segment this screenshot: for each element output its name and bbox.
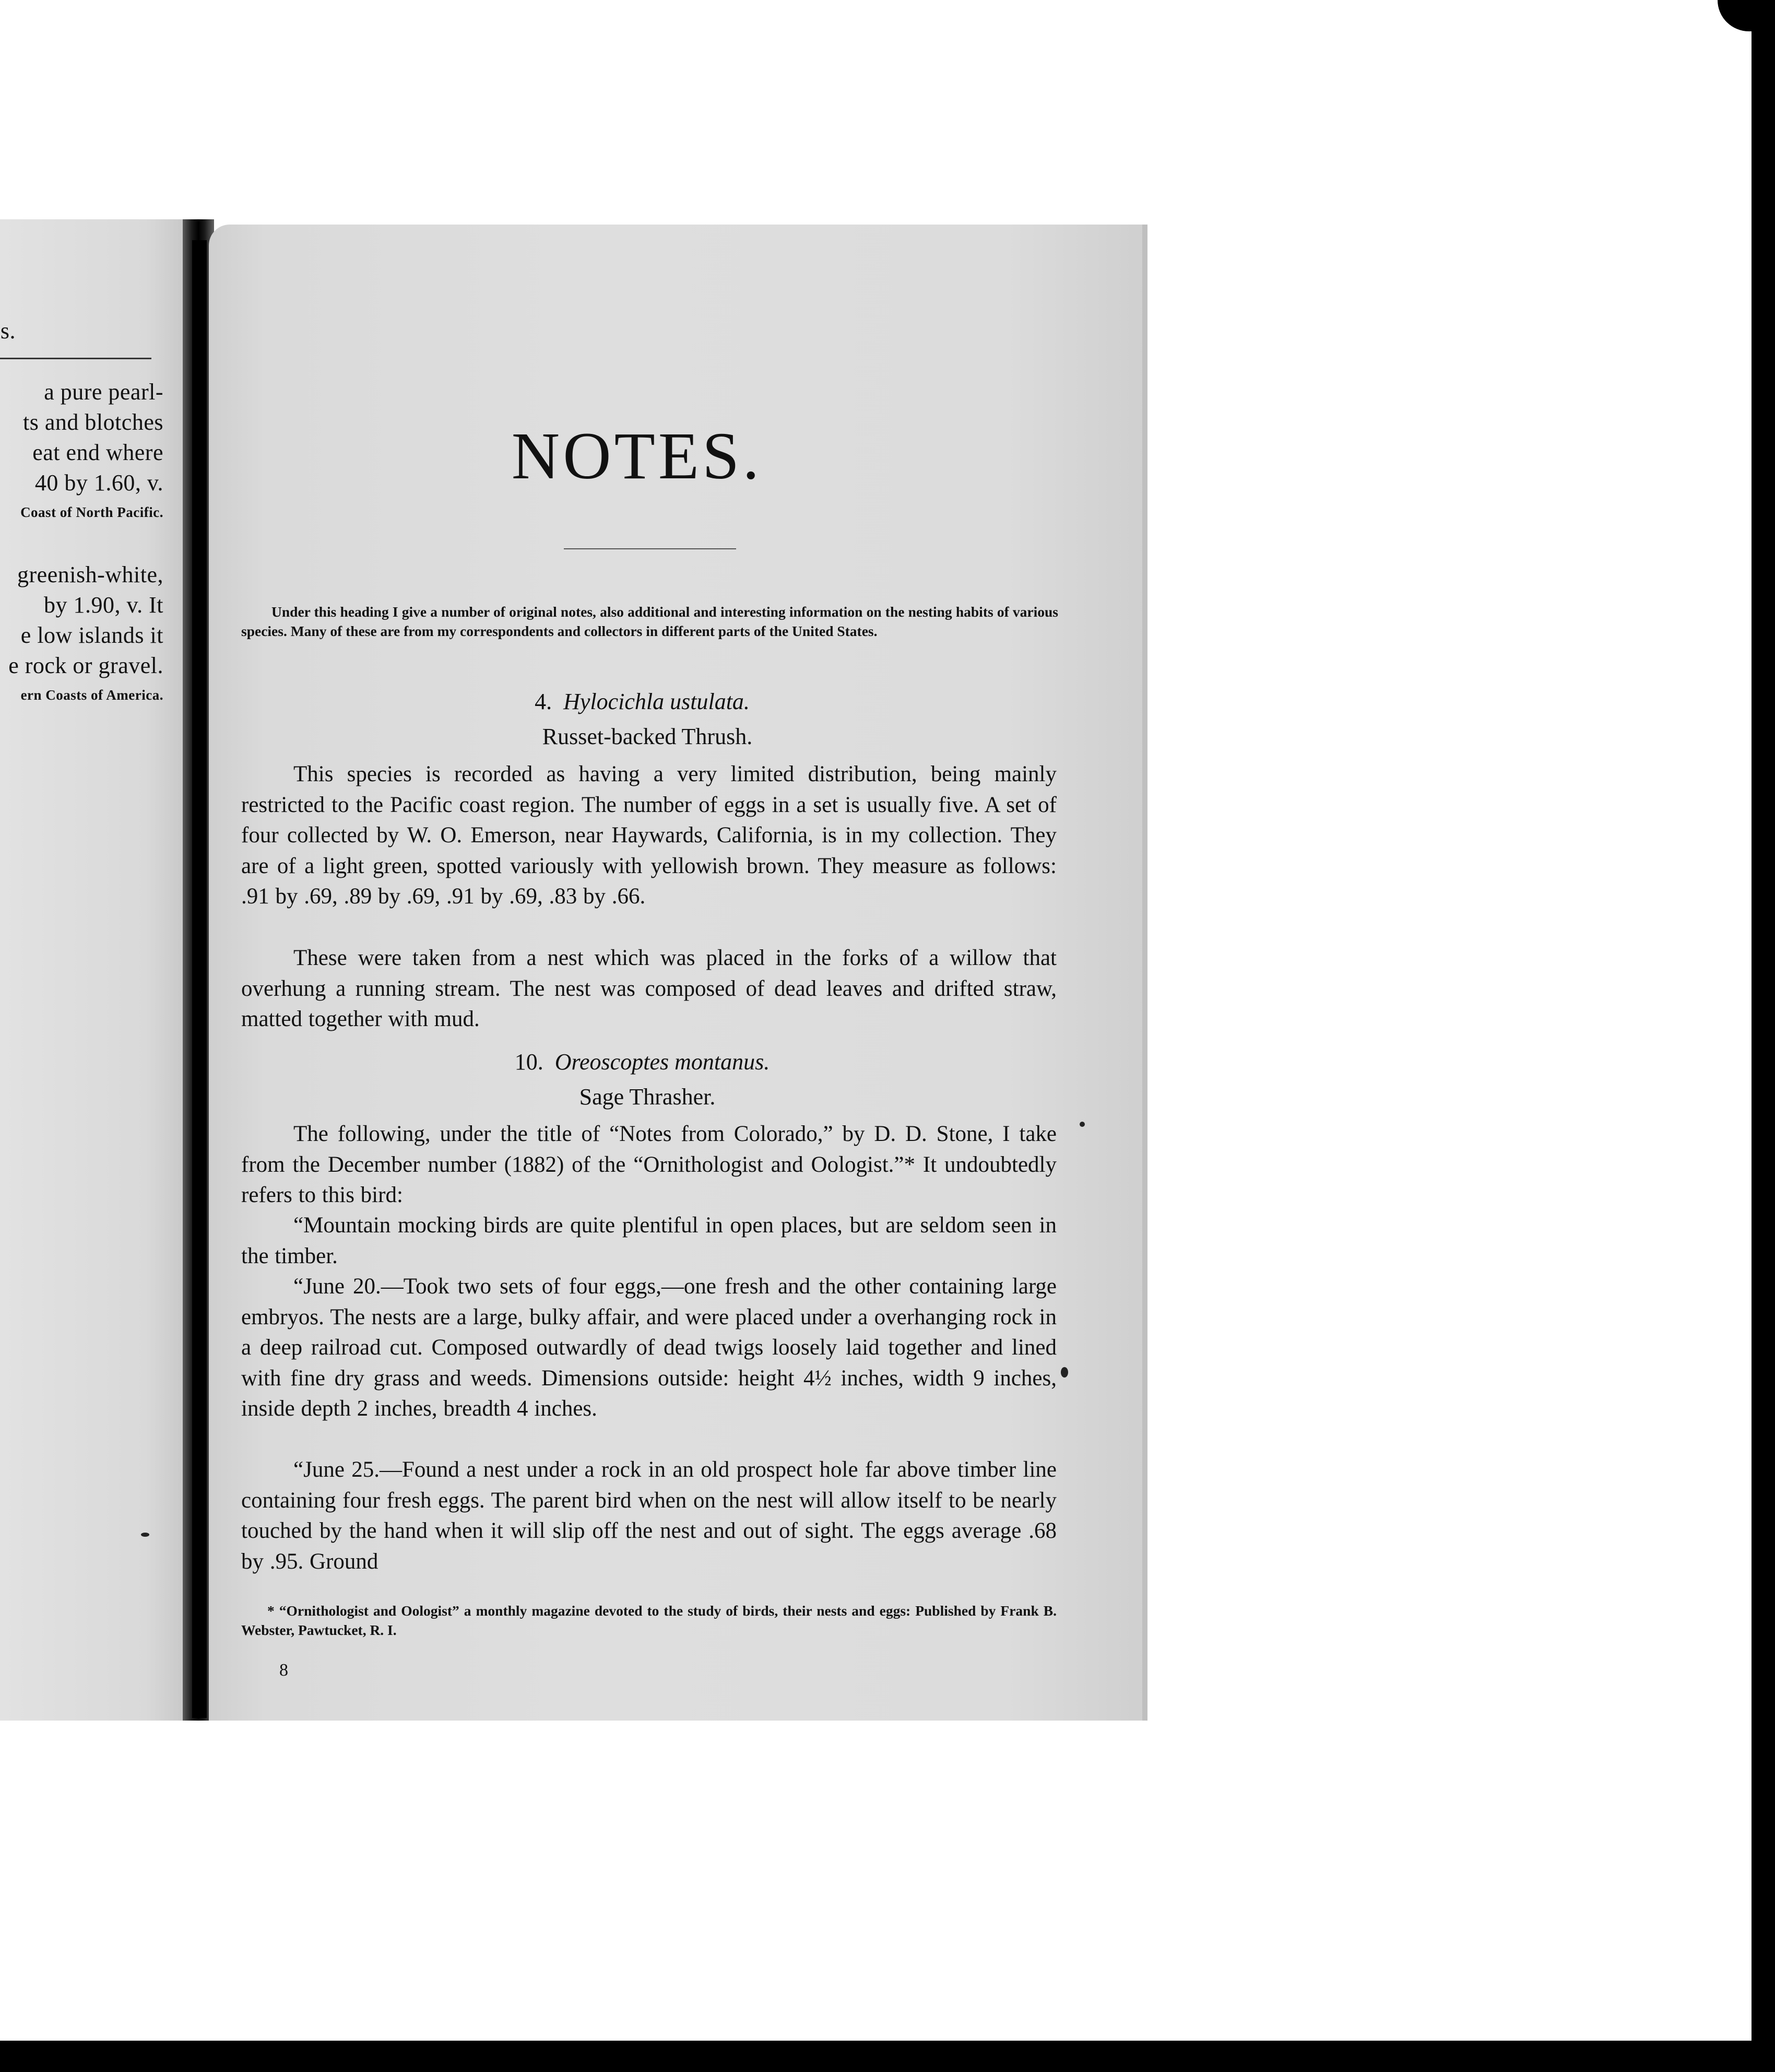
left-fragment-line: e low islands it	[20, 622, 163, 648]
species-common-name: Sage Thrasher.	[579, 1084, 716, 1110]
body-paragraph: “June 25.—Found a nest under a rock in an old prospect hole far above timber line containing four fresh eggs. The parent bird when on the nest will allow itself to be nearly touched by the hand when it will slip off the nest and out of sight. The eggs average .68 by .95. Ground	[241, 1457, 1057, 1574]
species-common-name: Russet-backed Thrush.	[542, 724, 753, 749]
left-fragment-line: a pure pearl-	[44, 379, 163, 405]
species-number: 4.	[535, 689, 552, 714]
left-page-rule	[0, 358, 151, 359]
title-rule	[564, 548, 736, 549]
species-scientific-name: Oreoscoptes montanus.	[554, 1049, 770, 1075]
left-fragment-line: greenish-white,	[17, 562, 163, 587]
scan-speck	[141, 1533, 149, 1537]
left-fragment-line: ern Coasts of America.	[20, 687, 163, 703]
species-heading	[0, 1049, 1284, 1075]
left-fragment-line: eat end where	[32, 440, 163, 465]
scan-speck	[1061, 1367, 1068, 1378]
left-fragment-line: by 1.90, v. It	[43, 592, 163, 618]
species-heading	[0, 688, 1284, 715]
scan-border-right	[1752, 0, 1775, 2072]
page-number: 8	[279, 1661, 288, 1680]
scan-border-bottom	[0, 2041, 1775, 2072]
species-number: 10.	[514, 1049, 543, 1075]
left-fragment-line: 40 by 1.60, v.	[34, 470, 163, 496]
intro-paragraph: Under this heading I give a number of original notes, also additional and interesting information on the nesting habits of various species. Many of these are from my correspondents and collectors in different parts of the United States.	[241, 604, 1058, 639]
left-fragment-line: e rock or gravel.	[8, 653, 163, 678]
scan-speck	[1080, 1122, 1085, 1127]
body-paragraph: The following, under the title of “Notes from Colorado,” by D. D. Stone, I take from the December number (1882) of the “Ornithologist and Oologist.”* It undoubtedly refers to this bird:	[241, 1122, 1057, 1208]
body-paragraph: “June 20.—Took two sets of four eggs,—one fresh and the other containing large embryos. The nests are a large, bulky affair, and were placed under a overhanging rock in a deep railroad cut. Composed outwardly of dead twigs loosely laid together and lined with fine dry grass and weeds. Dimensions outside: height 4½ inches, width 9 inches, inside depth 2 inches, breadth 4 inches.	[241, 1274, 1057, 1421]
footnote: * “Ornithologist and Oologist” a monthly magazine devoted to the study of birds, their nests and eggs: Published by Frank B. Webster, Pawtucket, R. I.	[241, 1603, 1057, 1638]
left-fragment-line: Coast of North Pacific.	[20, 504, 163, 520]
left-fragment-line: s.	[0, 318, 16, 344]
body-paragraph: This species is recorded as having a very limited distribution, being mainly restricted to the Pacific coast region. The number of eggs in a set is usually five. A set of four collected by W. O. Emerson, near Haywards, California, is in my collection. They are of a light green, spotted variously with yellowish brown. They measure as follows: .91 by .69, .89 by .69, .91 by .69, .83 by .66.	[241, 762, 1057, 909]
body-paragraph: “Mountain mocking birds are quite plentiful in open places, but are seldom seen in the timber.	[241, 1213, 1057, 1268]
body-paragraph: These were taken from a nest which was placed in the forks of a willow that overhung a running stream. The nest was composed of dead leaves and drifted straw, matted together with mud.	[241, 946, 1057, 1032]
page-title: NOTES.	[511, 419, 763, 493]
left-fragment-line: ts and blotches	[22, 409, 163, 435]
species-scientific-name: Hylocichla ustulata.	[563, 689, 750, 714]
